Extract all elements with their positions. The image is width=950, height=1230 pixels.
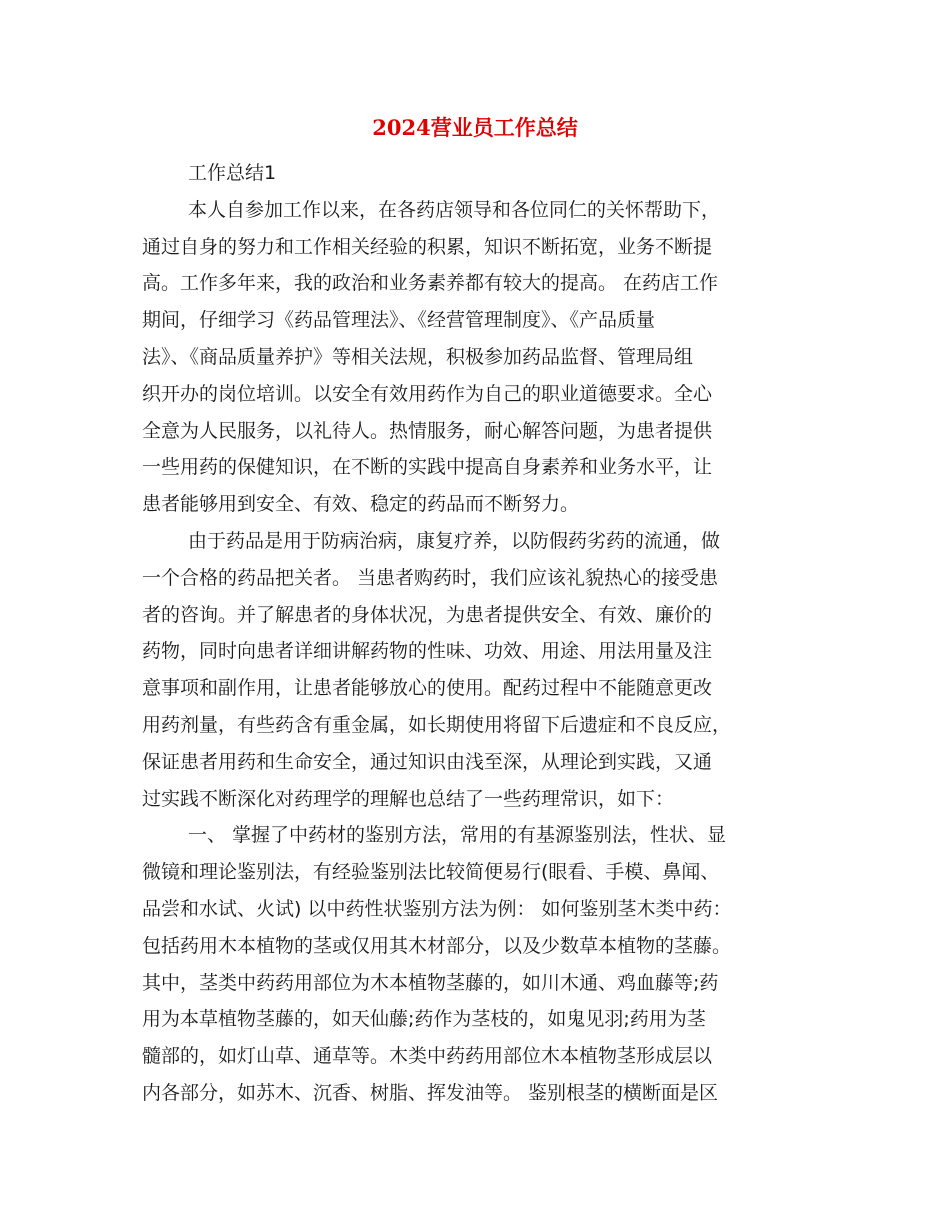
document-title: 2024营业员工作总结 [372, 115, 578, 140]
text-line: 品尝和水试、火试) 以中药性状鉴别方法为例： 如何鉴别茎木类中药： [142, 897, 732, 920]
text-line: 高。工作多年来，我的政治和业务素养都有较大的提高。 在药店工作 [142, 272, 719, 295]
text-line: 通过自身的努力和工作相关经验的积累，知识不断拓宽，业务不断提 [142, 235, 713, 258]
text-line: 患者能够用到安全、有效、稳定的药品而不断努力。 [142, 493, 580, 516]
text-line: 织开办的岗位培训。以安全有效用药作为自己的职业道德要求。全心 [142, 382, 713, 405]
text-line: 其中，茎类中药药用部位为木本植物茎藤的，如川木通、鸡血藤等;药 [142, 971, 719, 994]
text-line: 一个合格的药品把关者。 当患者购药时，我们应该礼貌热心的接受患 [142, 566, 719, 589]
text-line: 药物，同时向患者详细讲解药物的性味、功效、用途、用法用量及注 [142, 640, 713, 663]
text-line: 工作总结1 [188, 162, 277, 184]
text-line: 用为本草植物茎藤的，如天仙藤;药作为茎枝的，如鬼见羽;药用为茎 [142, 1008, 706, 1031]
text-line: 者的咨询。并了解患者的身体状况，为患者提供安全、有效、廉价的 [142, 603, 713, 626]
text-line: 一、 掌握了中药材的鉴别方法，常用的有基源鉴别法，性状、显 [188, 824, 727, 847]
text-line: 髓部的，如灯山草、通草等。木类中药药用部位木本植物茎形成层以 [142, 1045, 713, 1068]
document-body [142, 155, 810, 1112]
text-line: 本人自参加工作以来，在各药店领导和各位同仁的关怀帮助下， [188, 198, 721, 221]
text-line: 由于药品是用于防病治病，康复疗养，以防假药劣药的流通，做 [188, 529, 721, 552]
text-line: 一些用药的保健知识，在不断的实践中提高自身素养和业务水平，让 [142, 456, 713, 479]
text-line: 包括药用木本植物的茎或仅用其木材部分，以及少数草本植物的茎藤。 [142, 934, 732, 957]
text-line: 期间，仔细学习《药品管理法》、《经营管理制度》、《产品质量 [142, 309, 656, 332]
text-line: 过实践不断深化对药理学的理解也总结了一些药理常识，如下： [142, 787, 675, 810]
text-line: 意事项和副作用，让患者能够放心的使用。配药过程中不能随意更改 [142, 677, 713, 700]
text-line: 法》、《商品质量养护》等相关法规，积极参加药品监督、管理局组 [142, 345, 694, 368]
text-line: 保证患者用药和生命安全，通过知识由浅至深，从理论到实践，又通 [142, 750, 713, 773]
text-line: 微镜和理论鉴别法，有经验鉴别法比较简便易行(眼看、手模、鼻闻、 [142, 861, 720, 884]
text-line: 用药剂量，有些药含有重金属，如长期使用将留下后遗症和不良反应， [142, 713, 732, 736]
text-line: 内各部分，如苏木、沉香、树脂、挥发油等。 鉴别根茎的横断面是区 [142, 1081, 719, 1104]
text-line: 全意为人民服务，以礼待人。热情服务，耐心解答问题，为患者提供 [142, 419, 713, 442]
